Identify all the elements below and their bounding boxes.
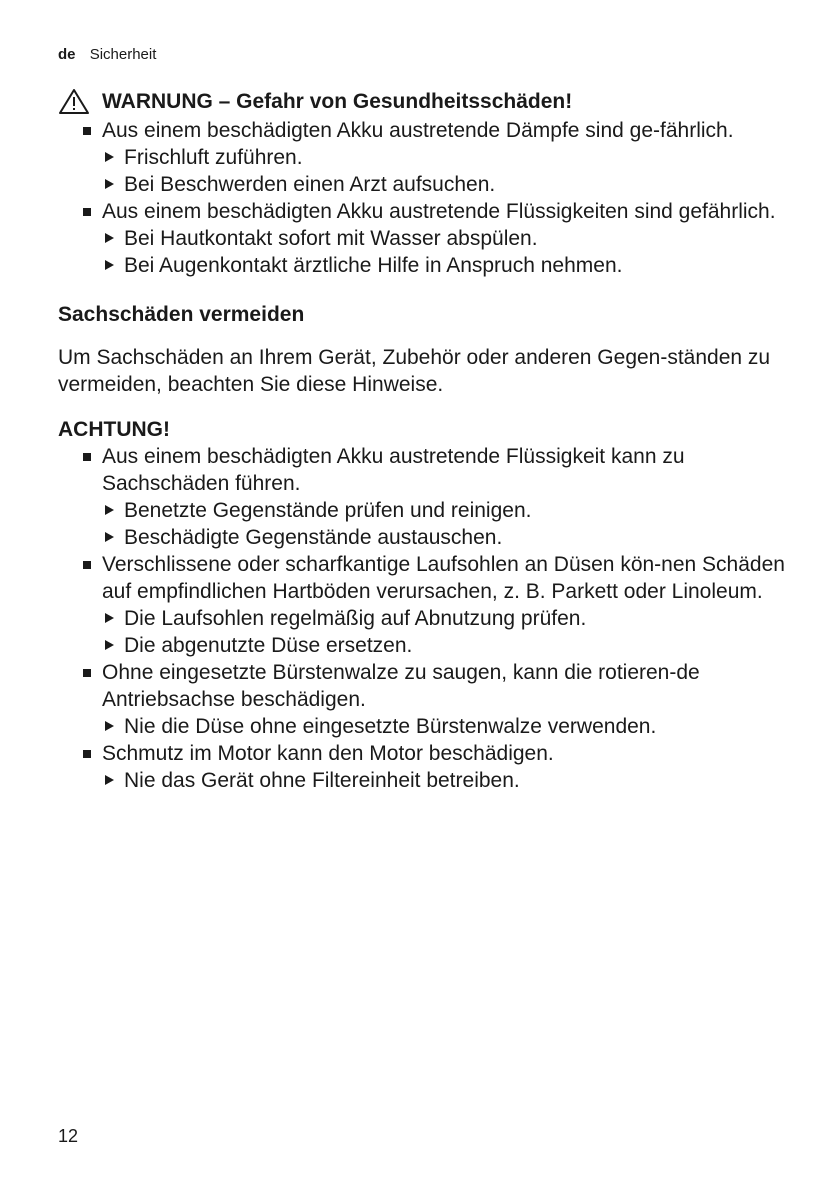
action-list (102, 605, 788, 659)
list-item-text: Ohne eingesetzte Bürstenwalze zu saugen, kann die rotieren-de Antriebsachse beschädigen. (102, 661, 700, 711)
warning-triangle-icon (58, 88, 90, 115)
section-intro: Um Sachschäden an Ihrem Gerät, Zubehör oder anderen Gegen-ständen zu vermeiden, beachten Sie diese Hinweise. (58, 346, 771, 396)
list-item-text: Aus einem beschädigten Akku austretende Flüssigkeit kann zu Sachschäden führen. (102, 445, 685, 495)
action-item: Frischluft zuführen. (124, 144, 788, 171)
page-content (58, 88, 788, 794)
action-item: Benetzte Gegenstände prüfen und reinigen. (124, 497, 788, 524)
list-item-text: Verschlissene oder scharfkantige Laufsohlen an Düsen kön-nen Schäden auf empfindlichen Hartböden verursachen, z. B. Parkett oder Linoleum. (102, 553, 785, 603)
list-item (102, 659, 788, 740)
action-list (102, 144, 788, 198)
action-item: Die abgenutzte Düse ersetzen. (124, 632, 788, 659)
list-item (102, 740, 788, 794)
warning-heading (58, 88, 788, 115)
list-item-text: Aus einem beschädigten Akku austretende Flüssigkeiten sind gefährlich. (102, 200, 776, 223)
action-list (102, 713, 788, 740)
action-item: Nie die Düse ohne eingesetzte Bürstenwalze verwenden. (124, 713, 788, 740)
list-item (102, 551, 788, 659)
chapter-title: Sicherheit (89, 46, 157, 63)
list-item (102, 117, 788, 198)
caution-title: ACHTUNG! (58, 418, 170, 441)
action-item: Bei Hautkontakt sofort mit Wasser abspülen. (124, 225, 788, 252)
action-item: Nie das Gerät ohne Filtereinheit betreiben. (124, 767, 788, 794)
action-item: Die Laufsohlen regelmäßig auf Abnutzung prüfen. (124, 605, 788, 632)
action-list (102, 225, 788, 279)
list-item (102, 443, 788, 551)
section-title: Sachschäden vermeiden (58, 303, 305, 326)
language-code: de (58, 46, 76, 63)
warning-title: WARNUNG – Gefahr von Gesundheitsschäden! (102, 90, 573, 113)
action-item: Bei Beschwerden einen Arzt aufsuchen. (124, 171, 788, 198)
action-item: Bei Augenkontakt ärztliche Hilfe in Anspruch nehmen. (124, 252, 788, 279)
action-item: Beschädigte Gegenstände austauschen. (124, 524, 788, 551)
action-list (102, 497, 788, 551)
list-item-text: Aus einem beschädigten Akku austretende Dämpfe sind ge-fährlich. (102, 119, 734, 142)
page-number: 12 (58, 1126, 79, 1146)
caution-list (58, 443, 788, 794)
list-item-text: Schmutz im Motor kann den Motor beschädigen. (102, 742, 554, 765)
warning-list (58, 117, 788, 279)
action-list (102, 767, 788, 794)
list-item (102, 198, 788, 279)
page-header (58, 46, 156, 63)
